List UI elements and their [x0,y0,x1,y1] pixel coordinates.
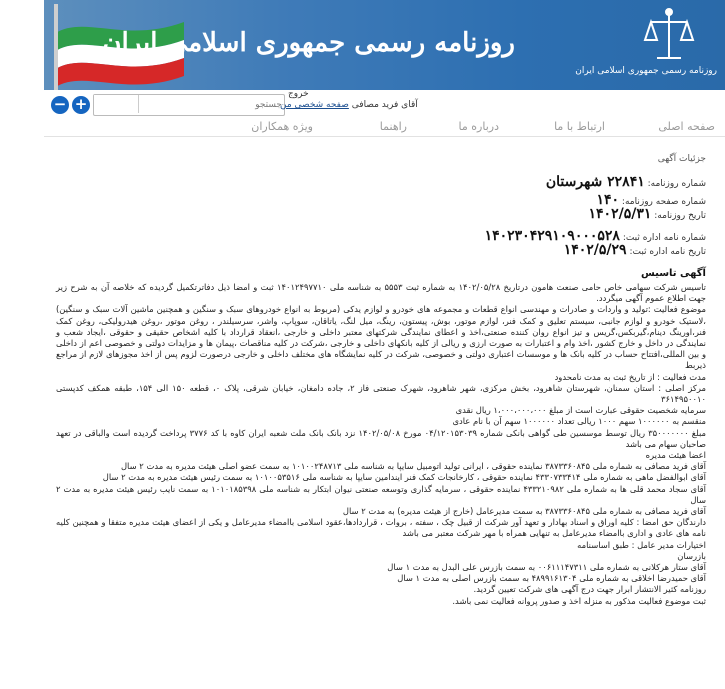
ad-line: منقسم به ۱۰۰۰۰۰۰ سهم ۱۰۰۰ ریالی تعداد ۱۰۰۰۰۰۰ سهم آن با نام عادی [452,416,706,427]
ad-line: آقای ابوالفضل ماهی به شماره ملی ۴۳۳۰۷۳۳۴۱۴ نماینده حقوقی ، کارخانجات کمک فنر ایندامین سایپا به شناسه ملی ۱۰۱۰۰۵۳۵۱۶ به سمت رئیس هیئت مدیره به مدت ۲ سال [102,472,706,483]
ad-line: موضوع فعالیت :تولید و واردات و صادرات و مهندسی انواع قطعات و مجموعه های خودرو و لوازم یدکی (مربوط به انواع خودروهای سبک و سنگین و همچنین ماشین آلات سبک و سنگین) ،لاستیک خودرو و لوازم جانبی، سیستم تعلیق و کمک فنر، لوازم موتور، بوش، پیستون، رینگ، میل لنگ، یاتاقان، سوپاپ، واشر، سرسیلندر ، روغن موتور ،روغن هیدرولیکی، روغن کمک فنر،اورینگ دینام،گیربکس،گریس و تیز انواع روان کننده صنعتی،اخذ و اعطای نمایندگی شرکتهای معتبر داخلی و خارجی ،انعقاد قرارداد با کلیه اشخاص حقیقی و حقوقی ،ایجاد شعب و نمایندگی در داخل و خارج کشور ،اخذ وام و اعتبارات به صورت ارزی و ریالی از کلیه بانکهای داخلی و خارجی ،شرکت در کلیه مناقصات ،پیمان ها و مزایدات دولتی و خصوصی اعم از داخلی و بین المللی،افتتاح حساب در کلیه بانک ها و موسسات اعتباری دولتی و خصوصی، شرکت در کلیه نمایشگاه های مختلف داخلی و خارجی درصورت لزوم پس از اخذ مجوزهای لازم از مراجع ذیربط [56,304,706,371]
newspaper-number: ۲۲۸۴۱ شهرستان [545,174,645,190]
ad-body [56,282,706,607]
nav-home[interactable]: صفحه اصلی [658,120,715,133]
nav-partners[interactable]: ویژه همکاران [251,120,313,133]
ad-line: آقای سجاد محمد قلی ها به شماره ملی ۴۳۳۲۱۰۹۸۲ نماینده حقوقی ، سرمایه گذاری وتوسعه صنعتی نیوان ابتکار به شناسه ملی ۱۰۱۰۱۸۵۳۹۸ به سمت نایب رئیس هیئت مدیره به مدت ۲ سال [56,483,706,505]
profile-link[interactable]: صفحه شخصی من [280,100,349,110]
registry-letter-label: شماره نامه اداره ثبت: [622,233,706,243]
judiciary-emblem-icon [643,6,695,66]
ad-line: دارندگان حق امضا : کلیه اوراق و اسناد بهادار و تعهد آور شرکت از قبیل چک ، سفته ، بروات ، قراردادها،عقود اسلامی باامضاء مدیرعامل و یکی از اعضای هیئت مدیره متفقا و همچنین کلیه نامه های عادی و اداری باامضاء مدیرعامل به تنهایی همراه با مهر شرکت معتبر می باشد [56,517,706,539]
logout-link[interactable]: خروج [288,89,309,99]
nav-about[interactable]: درباره ما [458,120,499,133]
newspaper-date-label: تاریخ روزنامه: [654,211,706,221]
ad-line: مدت فعالیت : از تاریخ ثبت به مدت نامحدود [554,371,706,382]
page-number: ۱۴۰ [596,192,620,208]
search-box [93,94,285,116]
search-input[interactable] [140,95,284,115]
ad-line: اختیارات مدیر عامل : طبق اساسنامه [577,539,706,550]
ad-line: آقای فرید مصافی به شماره ملی ۳۸۷۳۳۶۰۸۴۵ نماینده حقوقی ، ایرانی تولید اتومبیل سایپا به شناسه ملی ۱۰۱۰۰۲۴۸۷۱۳ به سمت عضو اصلی هیئت مدیره به مدت ۲ سال [120,461,706,472]
registry-letter-number: ۱۴۰۲۳۰۴۲۹۱۰۹۰۰۰۵۲۸ [484,228,620,244]
user-greeting [280,100,418,110]
zoom-in-button[interactable]: + [72,96,90,114]
ad-details [44,140,718,689]
ad-line: مبلغ ۳۵۰۰۰۰۰۰۰ ریال توسط موسسین طی گواهی بانکی شماره ۰۴/۱۲۰۱۵۳۰۳۹ مورخ ۱۴۰۲/۰۵/۰۸ نزد بانک بانک ملت شعبه ایران کاوه با کد ۳۷۷۶ پرداخت گردیده است والباقی در تعهد صاحبان سهام می باشد [56,427,707,449]
ad-line: آقای حمیدرضا اخلاقی به شماره ملی ۴۸۹۹۱۶۱۳۰۴ به سمت بازرس اصلی به مدت ۱ سال [397,573,706,584]
user-name: آقای فرید مصافی [351,100,418,110]
registry-date: ۱۴۰۲/۵/۲۹ [563,242,627,258]
ad-line: آقای فرید مصافی به شماره ملی ۳۸۷۳۳۶۰۸۴۵ به سمت مدیرعامل (خارج از هیئت مدیره) به مدت ۲ سال [342,506,706,517]
ad-line: تاسیس شرکت سهامی خاص حامی صنعت هامون درتاریخ ۱۴۰۲/۰۵/۲۸ به شماره ثبت ۵۵۵۳ به شناسه ملی ۱۴۰۱۲۴۹۷۷۱۰ ثبت و امضا ذیل دفاترتکمیل گردیده که خلاصه آن به شرح زیر جهت اطلاع عموم آگهی میگردد. [56,282,706,304]
nav-help[interactable]: راهنما [379,120,407,133]
site-title: روزنامه رسمی جمهوری اسلامی ایران [102,28,515,58]
emblem-caption: روزنامه رسمی جمهوری اسلامی ایران [575,66,717,76]
ad-line: روزنامه کثیر الانتشار ابرار جهت درج آگهی های شرکت تعیین گردید. [473,584,706,595]
zoom-out-button[interactable]: − [51,96,69,114]
ad-title: آگهی تاسیس [640,268,706,279]
ad-line: بازرسان [677,550,706,561]
registry-date-label: تاریخ نامه اداره ثبت: [629,247,706,257]
newspaper-date: ۱۴۰۲/۵/۳۱ [588,206,652,222]
search-button[interactable] [94,95,139,113]
ad-line: سرمایه شخصیت حقوقی عبارت است از مبلغ ۱،۰۰۰،۰۰۰،۰۰۰ ریال نقدی [455,405,706,416]
nav-contact[interactable]: ارتباط با ما [554,120,605,133]
ad-line: آقای ستار هرکلانی به شماره ملی ۰۰۶۱۱۱۴۷۳۱۱ به سمت بازرس علی البدل به مدت ۱ سال [387,562,706,573]
newspaper-date-row [589,206,706,222]
ad-line: اعضا هیئت مدیره [645,450,706,461]
page-number-label: شماره صفحه روزنامه: [621,197,706,207]
newspaper-number-row [546,174,706,190]
ad-line: مرکز اصلی : استان سمنان، شهرستان شاهرود، بخش مرکزی، شهر شاهرود، شهرک صنعتی فاز ۲، جاده دامغان، خیابان شرقی، پلاک ۰، قطعه ۱۵۰ الی ۱۵۴، طبقه همکف کدپستی ۳۶۱۴۹۵۰۰۱۰ [56,382,707,405]
ad-line: ثبت موضوع فعالیت مذکور به منزله اخذ و صدور پروانه فعالیت نمی باشد. [452,595,706,606]
header-banner [44,0,725,90]
registry-date-row [564,242,706,258]
main-nav [44,118,725,137]
newspaper-number-label: شماره روزنامه: [647,179,706,189]
breadcrumb: جزئیات آگهی [657,154,706,164]
